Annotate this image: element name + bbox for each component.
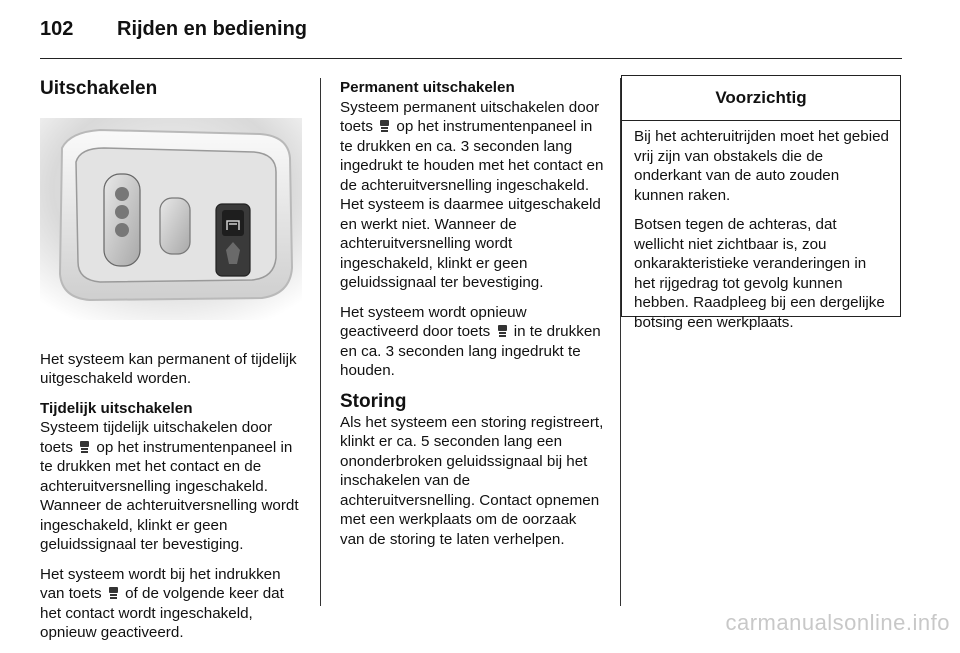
watermark: carmanualsonline.info — [725, 610, 950, 635]
subheading-permanent: Permanent uitschakelen — [340, 79, 515, 96]
caution-paragraph-1: Bij het achteruitrijden moet het gebied vrij zijn van obstakels die de onderkant van de auto zouden kunnen raken. — [634, 128, 889, 204]
caution-title: Voorzichtig — [622, 76, 900, 121]
parking-sensor-icon — [497, 324, 508, 338]
column-left — [40, 78, 302, 653]
permanent-paragraph-1: Permanent uitschakelen Systeem permanent uitschakelen door toets op het instrumentenpaneel in te drukken en ca. 3 seconden lang ingedrukt te houden met het contact en de achteruitversnelling ingeschakeld. Het systeem is daarmee uitgeschakeld en werkt niet. Wanneer de achteruitversnelling wordt ingeschakeld, klinkt er geen geluidssignaal ter bevestiging. — [340, 79, 604, 291]
page-number: 102 — [40, 18, 74, 40]
dashboard-switch-figure — [40, 118, 302, 320]
caution-paragraph-2: Botsen tegen de achteras, dat wellicht niet zichtbaar is, zou onkarakteristieke veranderingen in het rijgedrag tot gevolg kunnen hebben. Raadpleeg bij een dergelijke botsing een werkplaats. — [634, 216, 885, 331]
caution-body — [622, 121, 900, 332]
section-heading-uitschakelen: Uitschakelen — [40, 78, 158, 99]
column-divider — [320, 78, 321, 606]
parking-sensor-icon — [79, 440, 90, 454]
parking-sensor-icon — [379, 119, 390, 133]
column-middle — [340, 78, 604, 559]
storing-section — [340, 391, 604, 550]
permanent-paragraph-2: Het systeem wordt opnieuw geactiveerd door toets in te drukken en ca. 3 seconden lang ingedrukt te houden. — [340, 303, 601, 379]
section-heading-storing: Storing — [340, 390, 407, 412]
temporary-paragraph-2: Het systeem wordt bij het indrukken van toets of de volgende keer dat het contact wordt ingeschakeld, opnieuw geactiveerd. — [40, 565, 284, 641]
parking-sensor-icon — [108, 586, 119, 600]
storing-paragraph: Als het systeem een storing registreert, klinkt er ca. 5 seconden lang een ononderbroken geluidssignaal bij het inschakelen van de achteruitversnelling. Contact opnemen met een werkplaats om de oorzaak van de storing te laten verhelpen. — [340, 413, 604, 548]
header-rule — [40, 58, 902, 59]
intro-paragraph: Het systeem kan permanent of tijdelijk uitgeschakeld worden. — [40, 350, 297, 387]
subheading-temporary: Tijdelijk uitschakelen — [40, 399, 193, 417]
temporary-paragraph-1: Tijdelijk uitschakelen Systeem tijdelijk uitschakelen door toets op het instrumentenpaneel in te drukken met het contact en de achteruitversnelling ingeschakeld. Wanneer de achteruitversnelling wordt ingeschakeld, klinkt er geen geluidssignaal ter bevestiging. — [40, 399, 302, 555]
chapter-title: Rijden en bediening — [117, 18, 308, 40]
caution-box — [621, 75, 901, 331]
